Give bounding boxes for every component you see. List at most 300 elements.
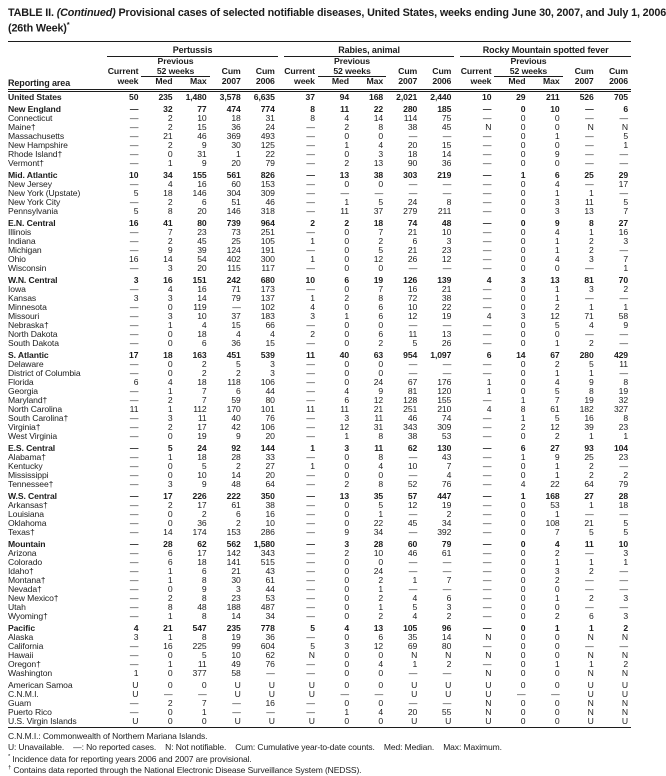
value-cell: — (442, 556, 452, 567)
value-cell: 526 (579, 91, 594, 102)
value-cell: 343 (260, 547, 275, 558)
previous-label: Previous (334, 56, 370, 67)
cum-label: Cum (221, 66, 241, 77)
value-cell: 125 (260, 139, 275, 150)
value-cell: 7 (446, 574, 452, 585)
value-cell: — (442, 697, 452, 708)
value-cell: — (408, 508, 418, 519)
value-cell: 1 (554, 556, 560, 567)
value-cell: 2 (446, 658, 452, 669)
value-cell: 54 (197, 253, 207, 264)
footnote-provisional: * Incidence data for reporting years 2006 and 2007 are provisional. (8, 753, 252, 764)
value-cell: 0 (344, 592, 349, 603)
value-cell: — (482, 469, 492, 480)
value-cell: 72 (407, 292, 418, 303)
value-cell: 48 (231, 478, 241, 489)
table-row (8, 479, 631, 488)
value-cell: 7 (446, 460, 452, 471)
value-cell: 350 (260, 490, 275, 501)
value-cell: 309 (260, 187, 275, 198)
table-row (8, 347, 631, 359)
value-cell: — (482, 556, 492, 567)
value-cell: 10 (407, 460, 418, 471)
value-cell: 0 (167, 706, 173, 717)
value-cell: 515 (260, 556, 275, 567)
group-header-rabies: Rabies, animal (284, 41, 454, 56)
value-cell: 1 (554, 658, 560, 669)
value-cell: — (129, 328, 139, 339)
value-cell: 9 (236, 430, 241, 441)
value-cell: 12 (441, 253, 452, 264)
value-cell: — (129, 469, 139, 480)
value-cell: 4 (554, 538, 560, 549)
value-cell: 451 (226, 349, 241, 360)
value-cell: — (306, 490, 315, 501)
reporting-area-cell: W.N. Central (8, 274, 58, 285)
value-cell: 3 (588, 283, 594, 294)
value-cell: 6 (378, 328, 384, 339)
value-cell: 13 (339, 490, 349, 501)
value-cell: 104 (613, 442, 628, 453)
value-cell: 28 (163, 538, 173, 549)
reporting-area-cell: U.S. Virgin Islands (8, 716, 107, 727)
value-cell: 2 (588, 460, 594, 471)
value-cell: 21 (441, 283, 452, 294)
value-cell: 17 (618, 178, 628, 189)
value-cell: 0 (344, 667, 349, 678)
value-cell: — (482, 526, 492, 537)
value-cell: 0 (554, 121, 560, 132)
value-cell: 8 (623, 412, 628, 423)
value-cell: — (129, 451, 139, 462)
value-cell: — (619, 148, 628, 159)
value-cell: 6 (201, 565, 207, 576)
value-cell: 9 (167, 244, 173, 255)
value-cell: 377 (192, 667, 207, 678)
value-cell: — (442, 565, 452, 576)
value-cell: 2 (167, 121, 173, 132)
value-cell: 102 (260, 301, 275, 312)
value-cell: — (442, 667, 452, 678)
value-cell: 105 (260, 235, 275, 246)
value-cell: 21 (407, 226, 418, 237)
value-cell: 2 (167, 196, 173, 207)
value-cell: — (129, 121, 139, 132)
med-header: Med (318, 77, 352, 91)
value-cell: — (585, 292, 594, 303)
value-cell: U (268, 688, 275, 699)
value-cell: 1 (310, 253, 315, 264)
value-cell: — (482, 130, 492, 141)
value-cell: 12 (373, 253, 384, 264)
value-cell: 2 (236, 367, 241, 378)
value-cell: — (482, 658, 492, 669)
value-cell: 14 (231, 469, 241, 480)
table-row (8, 677, 631, 689)
table-row (8, 395, 631, 404)
table-row (8, 197, 631, 206)
value-cell: N (587, 667, 594, 678)
cum2006-header: 2006 (597, 77, 631, 91)
value-cell: 67 (407, 376, 418, 387)
value-cell: 5 (378, 244, 384, 255)
table-row (8, 158, 631, 167)
value-cell: 493 (260, 130, 275, 141)
value-cell: 27 (584, 490, 594, 501)
value-cell: 13 (373, 157, 384, 168)
reporting-area-cell: Idaho† (8, 565, 34, 576)
value-cell: U (420, 716, 454, 727)
value-cell: — (129, 301, 139, 312)
value-cell: — (482, 430, 492, 441)
value-cell: 1 (554, 283, 560, 294)
value-cell: — (585, 262, 594, 273)
value-cell: 0 (344, 328, 349, 339)
value-cell: 2 (554, 430, 560, 441)
current-label: Current (284, 66, 315, 77)
reporting-area-cell: New Jersey (8, 178, 52, 189)
value-cell: 5 (554, 319, 560, 330)
value-cell: 0 (520, 574, 526, 585)
value-cell: 120 (437, 385, 452, 396)
value-cell: — (306, 385, 315, 396)
value-cell: — (408, 187, 418, 198)
value-cell: 21 (163, 130, 173, 141)
value-cell: 1 (623, 262, 628, 273)
value-cell: 12 (407, 499, 418, 510)
value-cell: — (129, 385, 139, 396)
table-row (8, 548, 631, 557)
value-cell: — (442, 583, 452, 594)
value-cell: 63 (373, 349, 384, 360)
value-cell: 739 (226, 217, 241, 228)
value-cell: 2 (344, 292, 349, 303)
value-cell: — (482, 319, 492, 330)
value-cell: 32 (163, 103, 173, 114)
value-cell: 4 (554, 226, 560, 237)
value-cell: 10 (482, 91, 492, 102)
value-cell: 0 (344, 376, 349, 387)
value-cell: 43 (265, 565, 275, 576)
value-cell: N (587, 631, 594, 642)
value-cell: 826 (260, 169, 275, 180)
value-cell: 9 (554, 451, 560, 462)
value-cell: 3 (623, 235, 628, 246)
table-row (8, 422, 631, 431)
value-cell: 36 (231, 121, 241, 132)
value-cell: 8 (446, 196, 452, 207)
value-cell: — (585, 547, 594, 558)
value-cell: 118 (227, 376, 241, 387)
value-cell: 4 (344, 112, 349, 123)
value-cell: 6 (520, 442, 526, 453)
reporting-area-cell: Oregon† (8, 658, 41, 669)
reporting-area-cell: Mississippi (8, 469, 49, 480)
value-cell: 99 (231, 640, 241, 651)
value-cell: — (408, 178, 418, 189)
value-cell: — (306, 565, 315, 576)
value-cell: — (129, 478, 139, 489)
value-cell: 0 (554, 139, 560, 150)
value-cell: U (268, 679, 275, 690)
value-cell: 0 (344, 631, 349, 642)
value-cell: 4 (486, 274, 492, 285)
value-cell: 211 (546, 91, 560, 102)
table-row (8, 611, 631, 620)
value-cell: 80 (265, 394, 275, 405)
value-cell: 547 (192, 622, 207, 633)
value-cell: — (482, 196, 492, 207)
value-cell: — (482, 226, 492, 237)
value-cell: 0 (554, 667, 560, 678)
value-cell: — (482, 235, 492, 246)
value-cell: — (585, 139, 594, 150)
value-cell: 6 (236, 508, 241, 519)
value-cell: 16 (163, 274, 173, 285)
value-cell: 1 (554, 622, 560, 633)
value-cell: 11 (340, 403, 349, 414)
value-cell: — (482, 139, 492, 150)
value-cell: — (306, 499, 315, 510)
table-row (8, 602, 631, 611)
value-cell: 16 (584, 412, 594, 423)
value-cell: 124 (226, 244, 241, 255)
value-cell: 170 (226, 403, 241, 414)
value-cell: 38 (265, 499, 275, 510)
value-cell: 1 (554, 337, 560, 348)
value-cell: 11 (197, 412, 207, 423)
table-row (8, 338, 631, 347)
value-cell: — (129, 442, 139, 453)
value-cell: 8 (167, 601, 173, 612)
value-cell: — (306, 610, 315, 621)
footnote-nedss: † Contains data reported through the National Electronic Disease Surveillance System (NEDSS). (8, 764, 362, 775)
table-row (8, 584, 631, 593)
value-cell: 3 (554, 565, 560, 576)
value-cell: 6 (446, 592, 452, 603)
value-cell: 1,480 (185, 91, 207, 102)
value-cell: 119 (193, 301, 207, 312)
value-cell: 80 (197, 217, 207, 228)
value-cell: — (129, 592, 139, 603)
value-cell: 4 (310, 301, 315, 312)
value-cell: — (408, 583, 418, 594)
value-cell: 3 (378, 148, 384, 159)
value-cell: 141 (226, 556, 241, 567)
value-cell: — (482, 187, 492, 198)
value-cell: 1 (378, 508, 384, 519)
reporting-area-cell: Virginia† (8, 421, 41, 432)
value-cell: 1 (588, 226, 594, 237)
reporting-area-cell: New Mexico† (8, 592, 59, 603)
value-cell: — (482, 460, 492, 471)
value-cell: 25 (584, 169, 594, 180)
value-cell: 115 (227, 262, 241, 273)
value-cell: N (587, 649, 594, 660)
value-cell: 24 (373, 376, 384, 387)
value-cell: 45 (407, 517, 418, 528)
value-cell: 10 (618, 538, 628, 549)
value-cell: 2 (167, 394, 173, 405)
value-cell: 76 (265, 412, 275, 423)
value-cell: U (597, 716, 631, 727)
value-cell: 6 (201, 337, 207, 348)
value-cell: — (129, 601, 139, 612)
value-cell: 10 (407, 301, 418, 312)
value-cell: — (408, 667, 418, 678)
value-cell: 5 (554, 412, 560, 423)
value-cell: — (164, 688, 173, 699)
value-cell: — (482, 244, 492, 255)
value-cell: 46 (407, 547, 418, 558)
value-cell: — (516, 688, 526, 699)
value-cell: — (482, 217, 492, 228)
value-cell: 7 (623, 205, 628, 216)
value-cell: 0 (520, 658, 526, 669)
value-cell: 6 (236, 385, 241, 396)
value-cell: 2 (201, 367, 207, 378)
value-cell: 2 (378, 592, 384, 603)
reporting-area-cell: North Carolina (8, 403, 63, 414)
value-cell: 96 (441, 622, 452, 633)
value-cell: 0 (520, 526, 526, 537)
value-cell: 71 (584, 310, 594, 321)
value-cell: 9 (588, 376, 594, 387)
value-cell: 0 (344, 262, 349, 273)
value-cell: U (485, 688, 492, 699)
value-cell: 5 (623, 526, 628, 537)
value-cell: 27 (618, 217, 628, 228)
reporting-area-cell: Wyoming† (8, 610, 48, 621)
value-cell: 0 (554, 157, 560, 168)
value-cell: 3 (344, 640, 349, 651)
value-cell: U (621, 679, 628, 690)
value-cell: — (232, 706, 241, 717)
value-cell: — (619, 244, 628, 255)
reporting-area-cell: Louisiana (8, 508, 44, 519)
value-cell: — (306, 262, 315, 273)
value-cell: — (408, 130, 418, 141)
value-cell: 226 (192, 490, 207, 501)
value-cell: — (408, 469, 418, 480)
value-cell: 5 (310, 622, 315, 633)
value-cell: — (129, 556, 139, 567)
value-cell: 0 (520, 508, 526, 519)
value-cell: 20 (265, 469, 275, 480)
reporting-area-cell: E.S. Central (8, 442, 56, 453)
value-cell: 2 (167, 499, 173, 510)
value-cell: — (306, 526, 315, 537)
value-cell: 369 (226, 130, 241, 141)
value-cell: 0 (520, 187, 526, 198)
value-cell: 7 (378, 226, 384, 237)
value-cell: 300 (260, 253, 275, 264)
value-cell: 42 (231, 421, 241, 432)
value-cell: 18 (197, 328, 207, 339)
value-cell: N (621, 706, 628, 717)
value-cell: 3 (310, 310, 315, 321)
value-cell: 6 (167, 547, 173, 558)
value-cell: — (619, 112, 628, 123)
value-cell: 3 (446, 235, 452, 246)
value-cell: 10 (231, 649, 241, 660)
value-cell: — (482, 499, 492, 510)
value-cell: 11 (340, 103, 349, 114)
value-cell: 27 (265, 460, 275, 471)
value-cell: 18 (197, 451, 207, 462)
value-cell: 12 (373, 640, 384, 651)
value-cell: 318 (260, 205, 275, 216)
value-cell: 2 (554, 610, 560, 621)
table-row (8, 431, 631, 440)
value-cell: 10 (197, 310, 207, 321)
value-cell: 309 (437, 421, 452, 432)
value-cell: 90 (407, 157, 418, 168)
value-cell: — (482, 508, 492, 519)
value-cell: — (442, 178, 452, 189)
value-cell: 1 (167, 565, 173, 576)
value-cell: 0 (520, 253, 526, 264)
value-cell: 23 (231, 592, 241, 603)
weeks52-label: 52 weeks (494, 67, 562, 77)
value-cell: — (306, 451, 315, 462)
med-header: Med (141, 77, 175, 91)
value-cell: — (482, 328, 492, 339)
value-cell: — (408, 697, 418, 708)
value-cell: 44 (265, 385, 275, 396)
reporting-area-cell: New Hampshire (8, 139, 68, 150)
value-cell: 15 (441, 139, 452, 150)
value-cell: 4 (344, 385, 349, 396)
value-cell: — (482, 490, 492, 501)
value-cell: 9 (201, 583, 207, 594)
value-cell: 1 (520, 451, 526, 462)
value-cell: 4 (270, 328, 275, 339)
value-cell: 45 (197, 235, 207, 246)
reporting-area-cell: Nevada† (8, 583, 42, 594)
value-cell: 1 (554, 592, 560, 603)
cum-label: Cum (608, 66, 628, 77)
value-cell: U (210, 716, 244, 727)
value-cell: 62 (197, 538, 207, 549)
value-cell: 9 (201, 478, 207, 489)
value-cell: 16 (197, 178, 207, 189)
value-cell: N (485, 631, 492, 642)
table-row (8, 254, 631, 263)
table-row (8, 311, 631, 320)
value-cell: 3 (133, 631, 139, 642)
value-cell: 11 (374, 412, 384, 423)
value-cell: 14 (197, 292, 207, 303)
value-cell: 3 (520, 310, 526, 321)
value-cell: 1 (588, 367, 594, 378)
value-cell: — (129, 139, 139, 150)
value-cell: 8 (520, 403, 526, 414)
value-cell: 76 (441, 478, 452, 489)
value-cell: 5 (588, 526, 594, 537)
value-cell: 1 (167, 574, 173, 585)
value-cell: 36 (265, 631, 275, 642)
value-cell: N (411, 649, 418, 660)
value-cell: 2 (167, 112, 173, 123)
value-cell: 153 (226, 526, 241, 537)
value-cell: 14 (441, 631, 452, 642)
value-cell: 2 (520, 421, 526, 432)
value-cell: 0 (167, 337, 173, 348)
value-cell: 2 (344, 547, 349, 558)
value-cell: 604 (260, 640, 275, 651)
value-cell: 7 (201, 385, 207, 396)
